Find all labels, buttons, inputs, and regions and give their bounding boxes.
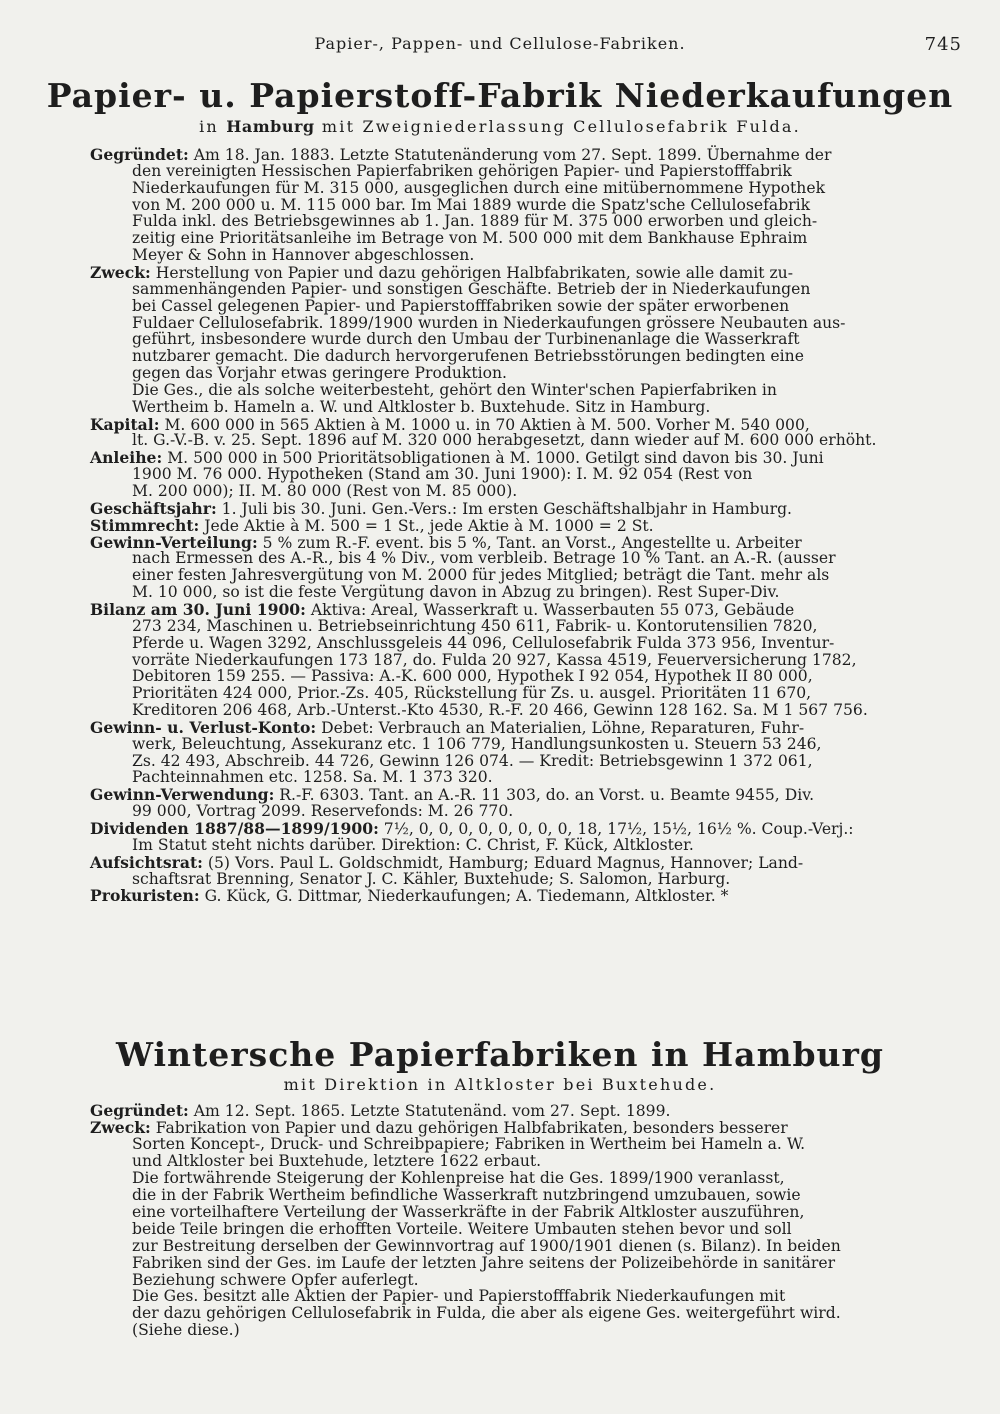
text-line <box>132 1221 930 1238</box>
field-label: Kapital: <box>90 414 160 434</box>
text-line <box>132 382 930 399</box>
field-text: 1900 M. 76 000. Hypotheken (Stand am 30. Juni 1900): I. M. 92 054 (Rest von <box>132 465 753 484</box>
field-text: zeitig eine Prioritätsanleihe im Betrage von M. 500 000 mit dem Bankhause Ephraim <box>132 229 808 248</box>
text-line <box>132 618 930 635</box>
field-text: Zs. 42 493, Abschreib. 44 726, Gewinn 126 074. — Kredit: Betriebsgewinn 1 372 061, <box>132 751 813 770</box>
field-text: und Altkloster bei Buxtehude, letztere 1622 erbaut. <box>132 1151 542 1170</box>
company1-title: Papier- u. Papierstoff-Fabrik Niederkaufungen <box>46 76 954 115</box>
text-line <box>132 769 930 786</box>
field-text: Meyer & Sohn in Hannover abgeschlossen. <box>132 246 475 265</box>
company1-subtitle-pre: in <box>199 117 219 136</box>
field-text: bei Cassel gelegenen Papier- und Papierstofffabriken sowie der später erworbenen <box>132 296 790 315</box>
field-text: 7½, 0, 0, 0, 0, 0, 0, 0, 0, 18, 17½, 15½, 16½ %. Coup.-Verj.: <box>378 820 854 838</box>
field-label: Bilanz am 30. Juni 1900: <box>90 599 306 619</box>
field-text: Kreditoren 206 468, Arb.-Unterst.-Kto 4530, R.-F. 20 466, Gewinn 128 162. Sa. M 1 567 756. <box>132 701 868 720</box>
text-line <box>132 163 930 180</box>
field-text: M. 200 000); II. M. 80 000 (Rest von M. 85 000). <box>132 482 518 500</box>
text-line <box>132 432 930 449</box>
company2-title: Wintersche Papierfabriken in Hamburg <box>115 1035 885 1074</box>
text-line <box>132 1305 930 1322</box>
field-text: Debitoren 159 255. — Passiva: A.-K. 600 000, Hypothek I 92 054, Hypothek II 80 000, <box>132 667 813 686</box>
field-text: lt. G.-V.-B. v. 25. Sept. 1896 auf M. 320 000 herabgesetzt, dann wieder auf M. 600 000 erhöht. <box>132 431 877 450</box>
field-text: (Siehe diese.) <box>132 1321 240 1340</box>
field-text: nach Ermessen des A.-R., bis 4 % Div., vom verbleib. Betrage 10 % Tant. an A.-R. (ausser <box>132 549 836 568</box>
field-text: schaftsrat Brenning, Senator J. C. Kähler, Buxtehude; S. Salomon, Harburg. <box>132 869 731 888</box>
text-line <box>132 399 930 416</box>
field-text: beide Teile bringen die erhofften Vorteile. Weitere Umbauten stehen bevor und soll <box>132 1219 792 1238</box>
field-text: Jede Aktie à M. 500 = 1 St., jede Aktie à M. 1000 = 2 St. <box>199 516 654 535</box>
field-text: der dazu gehörigen Cellulosefabrik in Fulda, die aber als eigene Ges. weitergeführt wird. <box>132 1304 841 1323</box>
field-text: werk, Beleuchtung, Assekuranz etc. 1 106 779, Handlungsunkosten u. Steuern 53 246, <box>132 734 822 753</box>
text-line <box>132 1170 930 1187</box>
text-line <box>132 550 930 567</box>
text-line <box>90 500 930 518</box>
text-line <box>132 1187 930 1204</box>
text-line <box>132 1272 930 1289</box>
text-line <box>132 298 930 315</box>
field-text: eine vorteilhaftere Verteilung der Wasserkräfte in der Fabrik Altkloster auszuführen, <box>132 1202 805 1221</box>
field-text: gegen das Vorjahr etwas geringere Produktion. <box>132 364 508 383</box>
field-text: einer festen Jahresvergütung von M. 2000 für jedes Mitglied; beträgt die Tant. mehr als <box>132 566 830 585</box>
company2-subtitle: mit Direktion in Altkloster bei Buxtehude. <box>283 1075 717 1094</box>
field-text: Die Ges. besitzt alle Aktien der Papier- und Papierstofffabrik Niederkaufungen mit <box>132 1287 786 1306</box>
field-text: Herstellung von Papier und dazu gehörigen Halbfabrikaten, sowie alle damit zu- <box>150 263 793 282</box>
field-label: Dividenden 1887/88—1899/1900: <box>90 819 379 838</box>
text-line <box>132 365 930 382</box>
field-text: Fuldaer Cellulosefabrik. 1899/1900 wurden in Niederkaufungen grössere Neubauten aus- <box>132 313 846 332</box>
field-text: M. 10 000, so ist die feste Vergütung davon in Abzug zu bringen). Rest Super-Div. <box>132 583 780 602</box>
text-line <box>132 1322 930 1339</box>
text-line <box>132 1204 930 1221</box>
field-text: (5) Vors. Paul L. Goldschmidt, Hamburg; Eduard Magnus, Hannover; Land- <box>202 853 804 872</box>
field-text: Am 12. Sept. 1865. Letzte Statutenänd. vom 27. Sept. 1899. <box>188 1102 671 1120</box>
field-label: Aufsichtsrat: <box>90 852 203 872</box>
text-line <box>132 213 930 230</box>
field-text: geführt, insbesondere wurde durch den Umbau der Turbinenanlage die Wasserkraft <box>132 330 800 349</box>
text-line <box>132 702 930 719</box>
field-text: 273 234, Maschinen u. Betriebseinrichtung 450 611, Fabrik- u. Kontorutensilien 7820, <box>132 616 818 635</box>
field-text: 5 % zum R.-F. event. bis 5 %, Tant. an Vorst., Angestellte u. Arbeiter <box>257 533 802 552</box>
text-line <box>132 247 930 264</box>
field-text: G. Kück, G. Dittmar, Niederkaufungen; A. Tiedemann, Altkloster. * <box>199 887 729 906</box>
text-line <box>132 635 930 652</box>
field-label: Geschäftsjahr: <box>90 498 217 518</box>
text-line <box>132 230 930 247</box>
company1-subtitle-post: mit Zweigniederlassung Cellulosefabrik Fulda. <box>321 117 801 136</box>
text-line <box>132 315 930 332</box>
field-text: die in der Fabrik Wertheim befindliche Wasserkraft nutzbringend umzubauen, sowie <box>132 1185 801 1204</box>
page-number: 745 <box>924 34 962 55</box>
field-text: Niederkaufungen für M. 315 000, ausgeglichen durch eine mitübernommene Hypothek <box>132 178 826 197</box>
field-text: Wertheim b. Hameln a. W. und Altkloster b. Buxtehude. Sitz in Hamburg. <box>132 397 711 416</box>
company1-subtitle-city: Hamburg <box>226 117 315 136</box>
field-text: M. 500 000 in 500 Prioritätsobligationen à M. 1000. Getilgt sind davon bis 30. Juni <box>162 449 824 468</box>
text-line <box>90 887 930 905</box>
field-text: Im Statut steht nichts darüber. Direktion: C. Christ, F. Kück, Altkloster. <box>132 835 694 854</box>
field-text: Debet: Verbrauch an Materialien, Löhne, Reparaturen, Fuhr- <box>316 718 805 737</box>
text-line <box>132 803 930 820</box>
text-line <box>132 567 930 584</box>
text-line <box>132 180 930 197</box>
text-line <box>132 197 930 214</box>
field-text: Die fortwährende Steigerung der Kohlenpreise hat die Ges. 1899/1900 veranlasst, <box>132 1168 785 1187</box>
text-line <box>132 871 930 888</box>
field-label: Zweck: <box>90 1117 151 1137</box>
field-text: Prioritäten 424 000, Prior.-Zs. 405, Rückstellung für Zs. u. ausgel. Prioritäten 11 670, <box>132 684 812 703</box>
field-label: Gewinn-Verwendung: <box>90 785 275 805</box>
text-line <box>132 483 930 500</box>
text-line <box>132 736 930 753</box>
field-label: Stimmrecht: <box>90 515 200 535</box>
company1-subtitle <box>0 117 1000 136</box>
text-line <box>132 466 930 483</box>
text-line <box>90 1102 930 1120</box>
field-label: Gewinn-Verteilung: <box>90 532 258 552</box>
field-text: sammenhängenden Papier- und sonstigen Geschäfte. Betrieb der in Niederkaufungen <box>132 279 811 298</box>
field-text: M. 600 000 in 565 Aktien à M. 1000 u. in 70 Aktien à M. 500. Vorher M. 540 000, <box>159 415 810 434</box>
text-line <box>132 668 930 685</box>
text-line <box>132 281 930 298</box>
text-line <box>132 331 930 348</box>
field-label: Anleihe: <box>90 448 163 468</box>
field-label: Prokuristen: <box>90 886 200 906</box>
field-text: von M. 200 000 u. M. 115 000 bar. Im Mai 1889 wurde die Spatz'sche Cellulosefabrik <box>132 195 811 214</box>
field-text: Fabrikation von Papier und dazu gehörigen Halbfabrikaten, besonders besserer <box>150 1118 788 1137</box>
field-text: vorräte Niederkaufungen 173 187, do. Fulda 20 927, Kassa 4519, Feuerversicherung 1782, <box>132 650 857 669</box>
field-label: Gegründet: <box>90 145 189 164</box>
text-line <box>132 652 930 669</box>
text-line <box>132 753 930 770</box>
field-text: Pachteinnahmen etc. 1258. Sa. M. 1 373 320. <box>132 768 493 787</box>
text-line <box>132 1136 930 1153</box>
text-line <box>132 685 930 702</box>
field-text: Beziehung schwere Opfer auferlegt. <box>132 1270 419 1289</box>
running-header <box>0 34 1000 56</box>
field-text: den vereinigten Hessischen Papierfabriken gehörigen Papier- und Papierstofffabrik <box>132 161 792 180</box>
running-title: Papier-, Pappen- und Cellulose-Fabriken. <box>314 34 686 53</box>
field-text: Aktiva: Areal, Wasserkraft u. Wasserbauten 55 073, Gebäude <box>305 600 795 619</box>
field-text: zur Bestreitung derselben der Gewinnvortrag auf 1900/1901 dienen (s. Bilanz). In beiden <box>132 1236 841 1255</box>
text-line <box>132 348 930 365</box>
field-text: Pferde u. Wagen 3292, Anschlussgeleis 44 096, Cellulosefabrik Fulda 373 956, Inventur- <box>132 633 835 652</box>
text-line <box>132 1255 930 1272</box>
field-text: nutzbarer gemacht. Die dadurch hervorgerufenen Betriebsstörungen bedingten eine <box>132 347 804 366</box>
field-text: Fulda inkl. des Betriebsgewinnes ab 1. Jan. 1889 für M. 375 000 erworben und gleich- <box>132 212 818 231</box>
field-label: Gegründet: <box>90 1101 189 1120</box>
text-line <box>132 1238 930 1255</box>
field-text: R.-F. 6303. Tant. an A.-R. 11 303, do. an Vorst. u. Beamte 9455, Div. <box>274 786 815 805</box>
text-line <box>132 837 930 854</box>
text-line <box>132 584 930 601</box>
field-text: 1. Juli bis 30. Juni. Gen.-Vers.: Im ersten Geschäftshalbjahr in Hamburg. <box>216 499 793 518</box>
field-text: Am 18. Jan. 1883. Letzte Statutenänderung vom 27. Sept. 1899. Übernahme der <box>188 146 832 164</box>
field-text: Die Ges., die als solche weiterbesteht, gehört den Winter'schen Papierfabriken in <box>132 380 777 399</box>
text-line <box>132 1288 930 1305</box>
field-text: 99 000, Vortrag 2099. Reservefonds: M. 26 770. <box>132 802 514 821</box>
field-text: Sorten Koncept-, Druck- und Schreibpapiere; Fabriken in Wertheim bei Hameln a. W. <box>132 1134 806 1153</box>
text-line <box>132 1153 930 1170</box>
field-label: Zweck: <box>90 262 151 282</box>
field-text: Fabriken sind der Ges. im Laufe der letzten Jahre seitens der Polizeibehörde in sanitärer <box>132 1253 836 1272</box>
field-label: Gewinn- u. Verlust-Konto: <box>90 717 317 737</box>
